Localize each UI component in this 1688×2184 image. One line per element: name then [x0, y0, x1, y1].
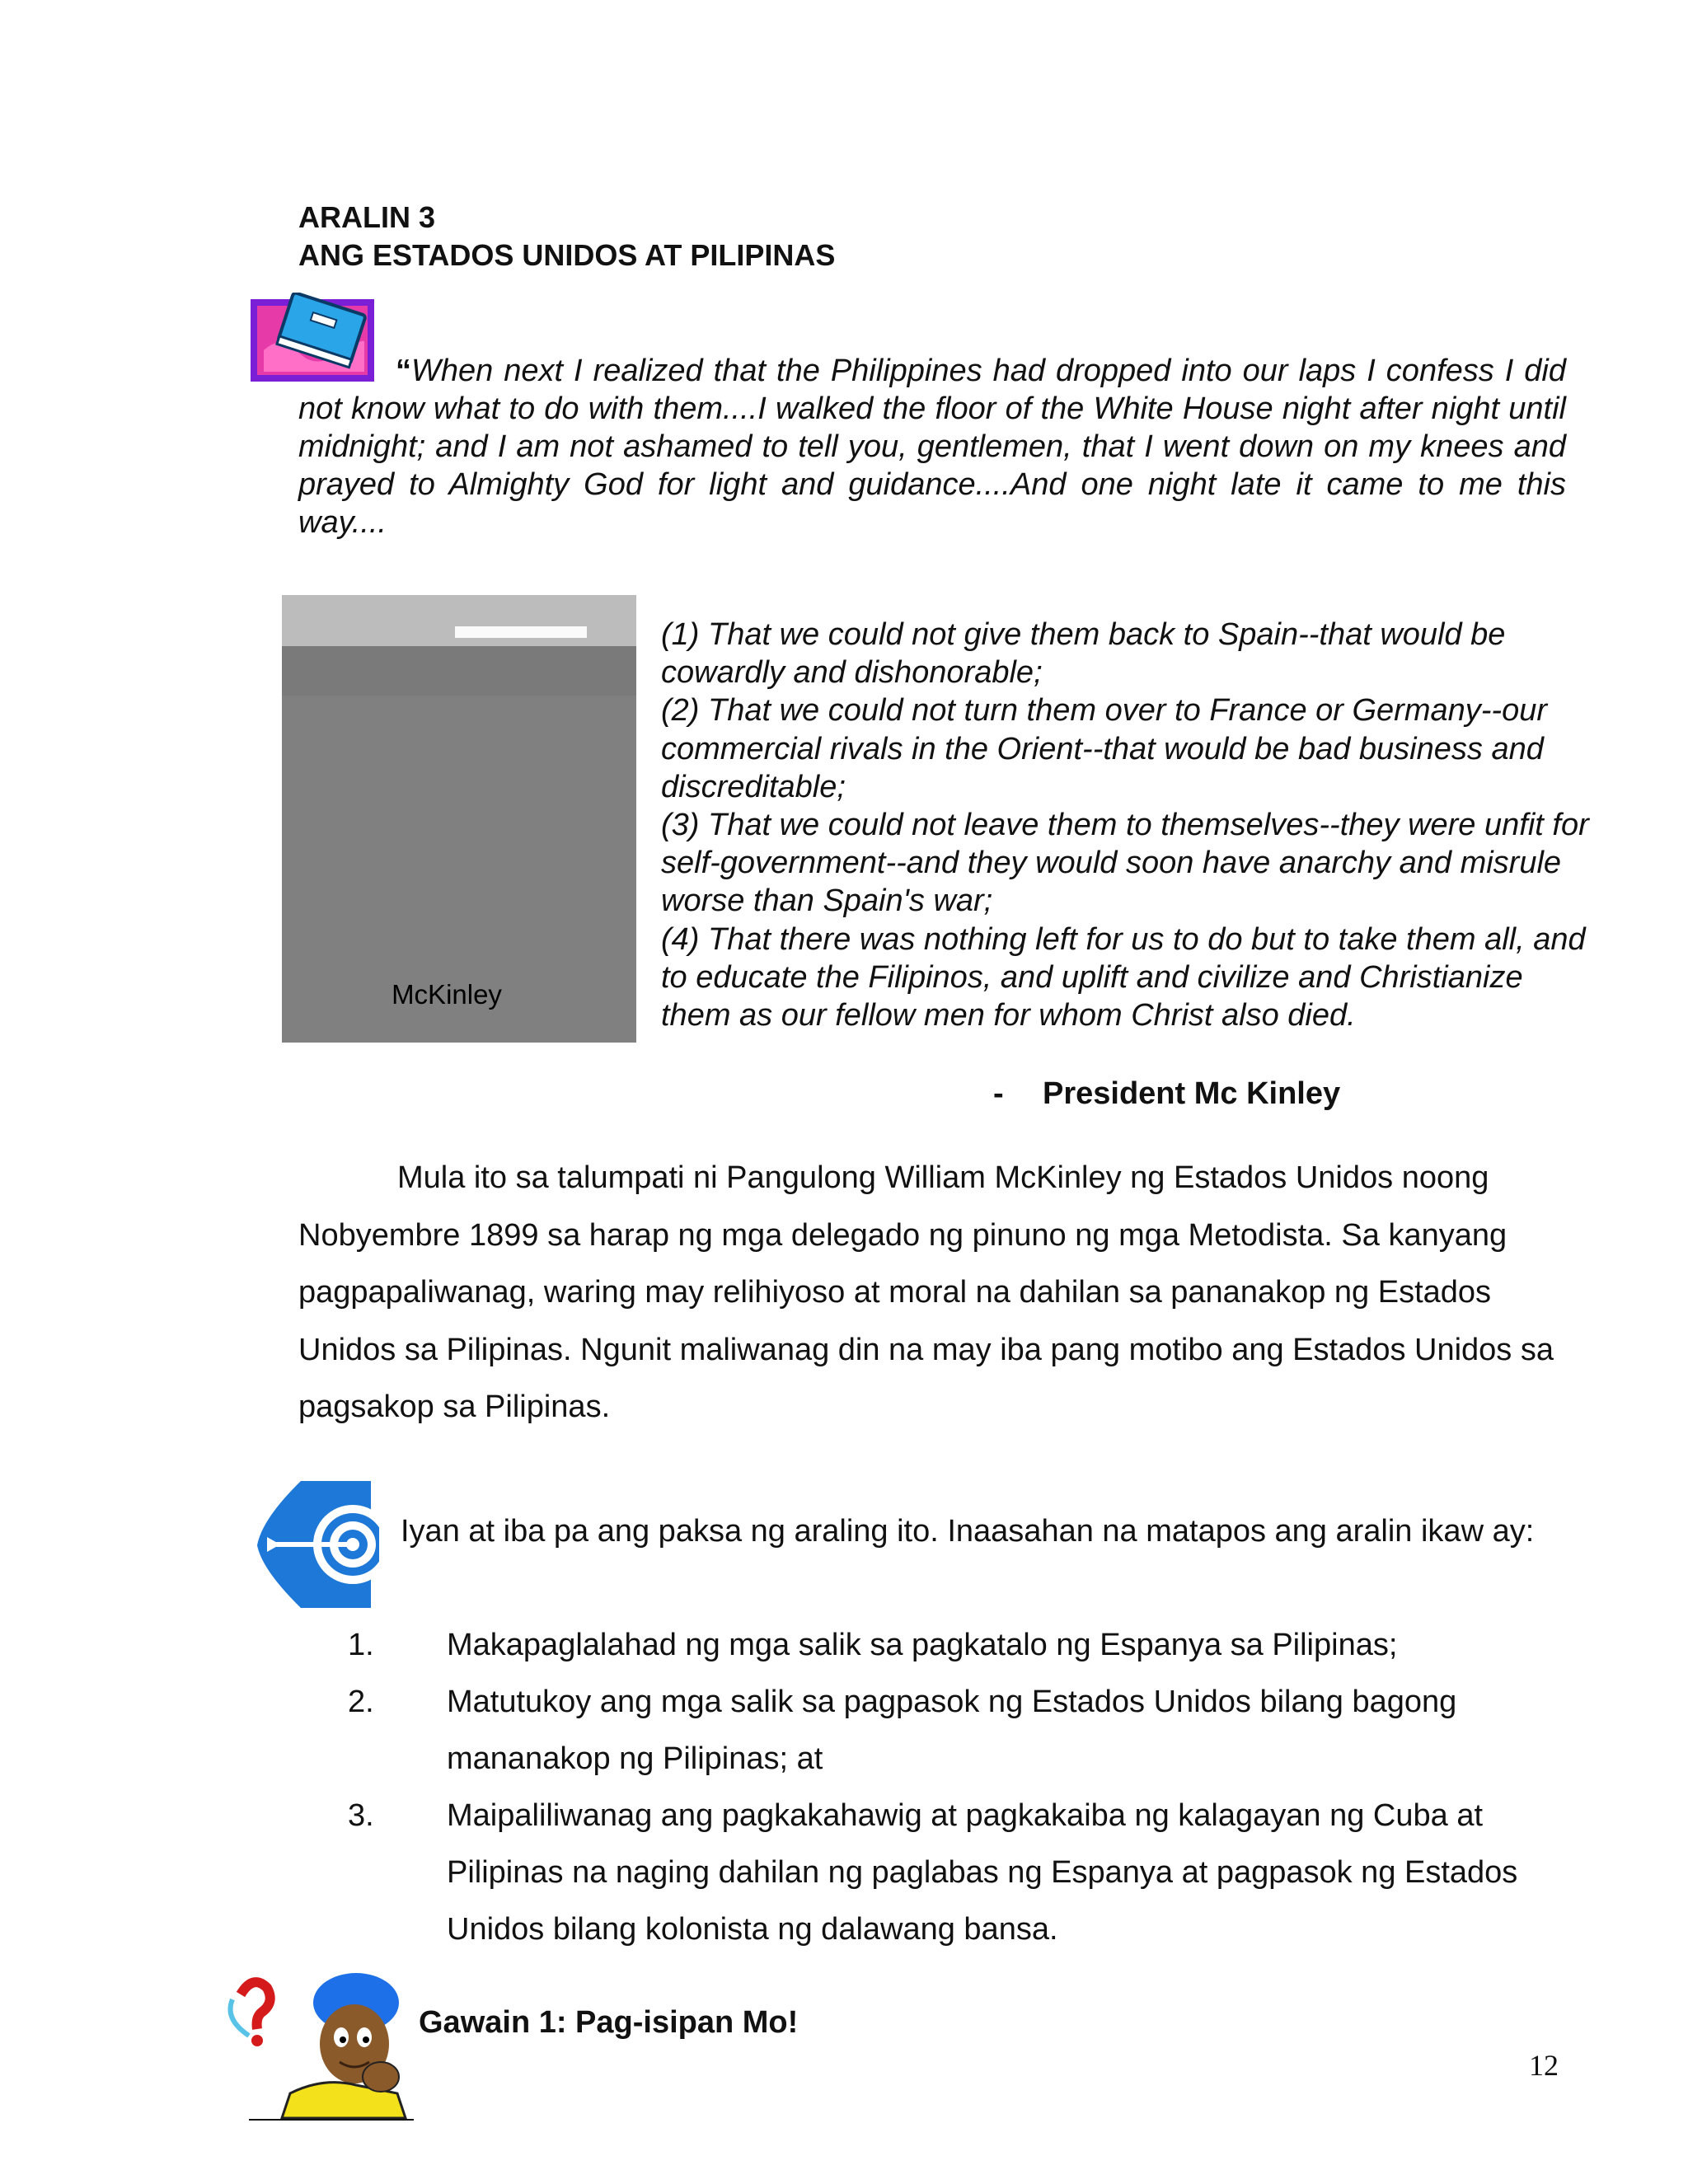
activity-title: Gawain 1: Pag-isipan Mo! — [419, 2005, 799, 2040]
objective-number: 1. — [348, 1628, 374, 1662]
explanation-paragraph — [298, 1150, 1568, 1436]
quote-point-4: (4) That there was nothing left for us to do but to take them all, and to educate the Filipinos, and uplift and civilize and Christianize them as our fellow men for whom Christ also died. — [661, 921, 1586, 1033]
lesson-title: ANG ESTADOS UNIDOS AT PILIPINAS — [298, 238, 836, 272]
target-icon — [256, 1479, 379, 1610]
thinking-boy-icon — [216, 1970, 422, 2126]
quote-open-mark: “ — [396, 354, 411, 388]
photo-caption: McKinley — [392, 979, 502, 1010]
quote-point-1: (1) That we could not give them back to Spain--that would be cowardly and dishonorable; — [661, 617, 1506, 691]
attribution-name: President Mc Kinley — [1043, 1076, 1341, 1111]
attribution-dash: - — [993, 1076, 1004, 1111]
mckinley-quote — [298, 352, 1566, 541]
photo-white-bar — [455, 626, 587, 638]
paragraph-rest: Nobyembre 1899 sa harap ng mga delegado ng pinuno ng mga Metodista. Sa kanyang pagpapaliwanag, waring may relihiyoso at moral na dahilan sa pananakop ng Estados Unidos sa Pilipinas. Ngunit maliwanag din na may iba pang motibo ang Estados Unidos sa pagsakop sa Pilipinas. — [298, 1217, 1554, 1424]
objective-text: Matutukoy ang mga salik sa pagpasok ng Estados Unidos bilang bagong mananakop ng Pilipinas; at — [447, 1685, 1457, 1776]
quote-point-3: (3) That we could not leave them to themselves--they were unfit for self-government--and they would soon have anarchy and misrule worse than Spain's war; — [661, 808, 1589, 919]
quote-text: When next I realized that the Philippines had dropped into our laps I confess I did not know what to do with them....I walked the floor of the White House night after night until midnight; and I am not ashamed to tell you, gentlemen, that I went down on my knees and prayed to Almighty God for light and guidance....And one night late it came to me this way.... — [298, 354, 1566, 540]
page-number: 12 — [1529, 2049, 1559, 2082]
paragraph-line-1: Mula ito sa talumpati ni Pangulong William McKinley ng Estados Unidos noong — [397, 1160, 1489, 1195]
lesson-number: ARALIN 3 — [298, 200, 436, 234]
objectives-intro: Iyan at iba pa ang paksa ng araling ito. Inaasahan na matapos ang aralin ikaw ay: — [401, 1514, 1535, 1549]
quote-point-2: (2) That we could not turn them over to France or Germany--our commercial rivals in the Orient--that would be bad business and discreditable; — [661, 693, 1547, 804]
objective-number: 3. — [348, 1798, 374, 1833]
quote-attribution — [993, 1076, 1340, 1112]
objective-text: Maipaliliwanag ang pagkakahawig at pagkakaiba ng kalagayan ng Cuba at Pilipinas na naging dahilan ng paglabas ng Espanya at pagpasok ng Estados Unidos bilang kolonista ng dalawang bansa. — [447, 1798, 1518, 1947]
mckinley-photo — [282, 595, 636, 1043]
quote-points — [661, 616, 1592, 1034]
objective-number: 2. — [348, 1685, 374, 1719]
photo-dark-band — [282, 646, 636, 696]
objective-text: Makapaglalahad ng mga salik sa pagkatalo ng Espanya sa Pilipinas; — [447, 1628, 1398, 1662]
